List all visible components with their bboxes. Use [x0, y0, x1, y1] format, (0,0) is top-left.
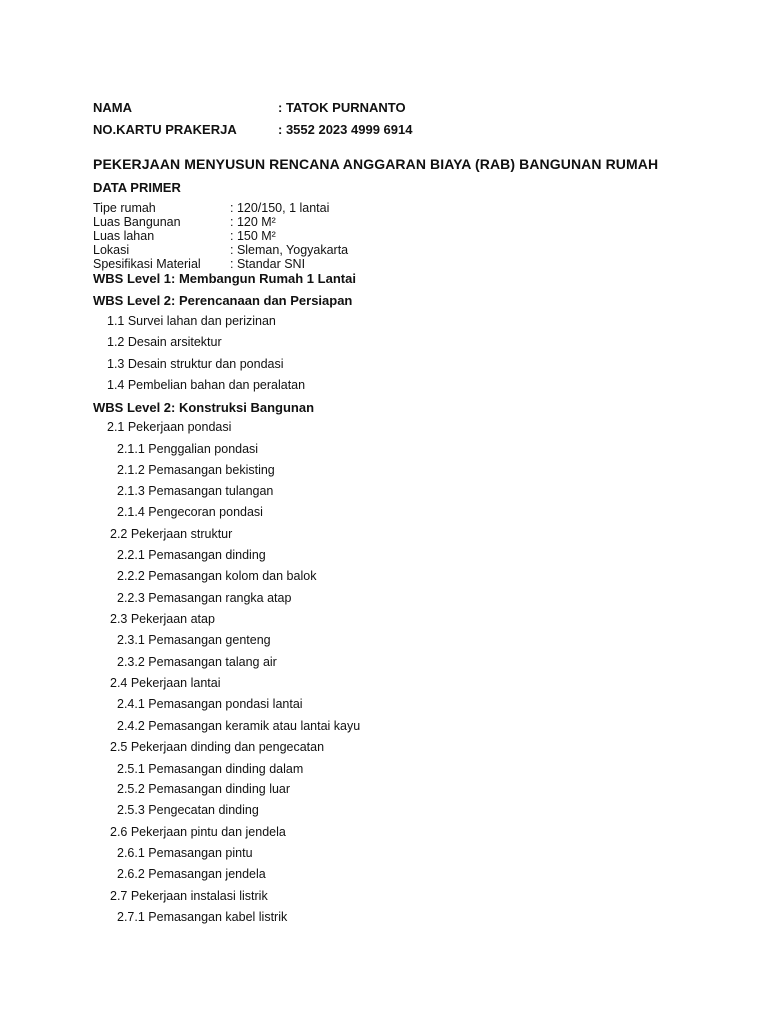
wbs-subitem: 2.1.2 Pemasangan bekisting [117, 463, 275, 477]
wbs-subitem: 2.5.3 Pengecatan dinding [117, 803, 259, 817]
name-label: NAMA [93, 100, 132, 115]
wbs-item: 2.4 Pekerjaan lantai [110, 676, 221, 690]
wbs-item: 1.3 Desain struktur dan pondasi [107, 357, 284, 371]
wbs-subitem: 2.2.3 Pemasangan rangka atap [117, 591, 292, 605]
wbs-level1-heading: WBS Level 1: Membangun Rumah 1 Lantai [93, 271, 356, 286]
wbs-subitem: 2.2.2 Pemasangan kolom dan balok [117, 569, 317, 583]
name-value: : TATOK PURNANTO [278, 100, 406, 115]
primary-row-label: Tipe rumah [93, 201, 156, 215]
wbs-item: 2.5 Pekerjaan dinding dan pengecatan [110, 740, 325, 754]
wbs-subitem: 2.7.1 Pemasangan kabel listrik [117, 910, 288, 924]
wbs-item: 1.4 Pembelian bahan dan peralatan [107, 378, 306, 392]
wbs-subitem: 2.4.1 Pemasangan pondasi lantai [117, 697, 303, 711]
primary-row-value: : 120 M² [230, 215, 276, 229]
card-value: : 3552 2023 4999 6914 [278, 122, 413, 137]
wbs-subitem: 2.3.1 Pemasangan genteng [117, 633, 271, 647]
primary-row-label: Luas lahan [93, 229, 155, 243]
wbs-item: 2.1 Pekerjaan pondasi [107, 420, 232, 434]
wbs-item: 2.2 Pekerjaan struktur [110, 527, 233, 541]
wbs-subitem: 2.6.1 Pemasangan pintu [117, 846, 253, 860]
primary-row-label: Lokasi [93, 243, 130, 257]
wbs-subitem: 2.1.1 Penggalian pondasi [117, 442, 259, 456]
wbs-item: 2.6 Pekerjaan pintu dan jendela [110, 825, 286, 839]
wbs-subitem: 2.5.1 Pemasangan dinding dalam [117, 762, 304, 776]
wbs-item: 2.3 Pekerjaan atap [110, 612, 215, 626]
primary-row-value: : Sleman, Yogyakarta [230, 243, 349, 257]
wbs-item: 1.1 Survei lahan dan perizinan [107, 314, 276, 328]
wbs-subitem: 2.1.3 Pemasangan tulangan [117, 484, 274, 498]
primary-row-label: Luas Bangunan [93, 215, 181, 229]
wbs-subitem: 2.5.2 Pemasangan dinding luar [117, 782, 291, 796]
wbs-level2-heading: WBS Level 2: Konstruksi Bangunan [93, 400, 315, 415]
wbs-level2-heading: WBS Level 2: Perencanaan dan Persiapan [93, 293, 353, 308]
wbs-subitem: 2.1.4 Pengecoran pondasi [117, 505, 263, 519]
wbs-subitem: 2.2.1 Pemasangan dinding [117, 548, 266, 562]
card-label: NO.KARTU PRAKERJA [93, 122, 237, 137]
primary-row-label: Spesifikasi Material [93, 257, 201, 271]
primary-row-value: : 120/150, 1 lantai [230, 201, 330, 215]
primary-row-value: : 150 M² [230, 229, 276, 243]
wbs-item: 2.7 Pekerjaan instalasi listrik [110, 889, 268, 903]
wbs-subitem: 2.4.2 Pemasangan keramik atau lantai kayu [117, 719, 361, 733]
primary-row-value: : Standar SNI [230, 257, 306, 271]
wbs-subitem: 2.6.2 Pemasangan jendela [117, 867, 266, 881]
primary-data-heading: DATA PRIMER [93, 180, 181, 195]
document-title: PEKERJAAN MENYUSUN RENCANA ANGGARAN BIAYA (RAB) BANGUNAN RUMAH [93, 156, 659, 172]
wbs-item: 1.2 Desain arsitektur [107, 335, 222, 349]
wbs-subitem: 2.3.2 Pemasangan talang air [117, 655, 277, 669]
